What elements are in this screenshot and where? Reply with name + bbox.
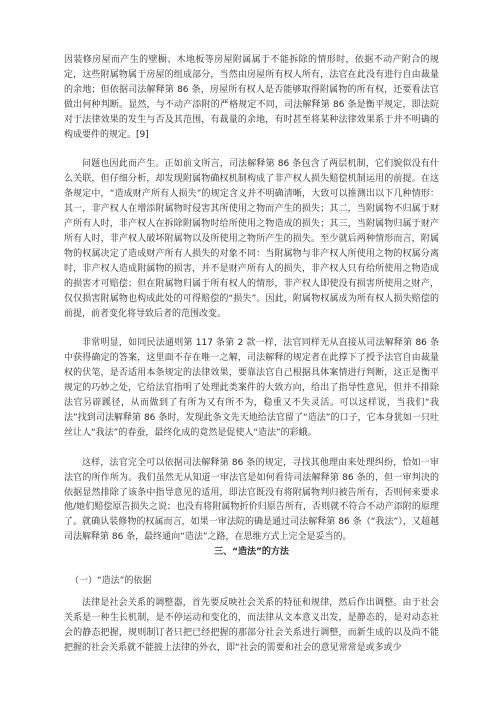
heading-spacer (64, 559, 439, 574)
subsection-heading: （一）“造法”的依据 (70, 576, 152, 587)
paragraph-spacer (64, 321, 439, 336)
paragraph-3: 非常明显，如同民法通则第 117 条第 2 款一样，法官同样无从直接从司法解释第 86 条中获得确定的答案，这里面不存在唯一之解，司法解释的规定者在此撑下了授予法官自由裁量权的伏笔，是否适用本条规定的法律效果，要靠法官自己根据具体案情进行判断，这正是衡平规定的巧妙之处，它给法官指明了处理此类案件的大致方向，给出了指导性意见，但并不排除法官另辟蹊径，从而做到了有所为又有所不为，稳重又不失灵活。可以这样说，当我们“我法”找到司法解释第 86 条时，发现此条文先天地给法官留了“造法”的口子，它本身犹如一只吐丝让人“我法”的春蚕，最终化成的竟然是促使人“造法”的彩蛾。 (64, 338, 439, 438)
paragraph-2: 问题也因此而产生。正如前文所言，司法解释第 86 条包含了两层机制，它们貌似没有什么关联，但仔细分析，却发现附属物确权机制构成了非产权人损失赔偿机制运用的前提。在这条规定中，“造成财产所有人损失”的规定含义并不明确清晰，大致可以推测出以下几种情形：其一，非产权人在增添附属物时侵害其所使用之物而产生的损失；其二，当附属物不归属于财产所有人时，非产权人在拆除附属物时给所使用之物造成的损失；其三，当附属物归属于财产所有人时，非产权人破坏附属物以及所使用之物所产生的损失。至少就后两种情形而言，附属物的权属决定了造成财产所有人损失的对象不同：当附属物与非产权人所使用之物的权属分离时，非产权人造成附属物的损害，并不是财产所有人的损失，非产权人只有给所使用之物造成的损害才可赔偿；但在附属物归属于所有权人的情形，非产权人即使没有损害所使用之财产，仅仅损害附属物也构成此处的可得赔偿的“损失”。因此，附属物权属成为所有权人损失赔偿的前提，前者变化将导致后者的范围改变。 (64, 159, 439, 319)
paragraph-spacer (64, 142, 439, 157)
paragraph-4: 这样，法官完全可以依据司法解释第 86 条的规定，寻找其他理由来处理纠纷，恰如一审法官的所作所为。我们虽然无从知道一审法官是如何看待司法解释第 86 条的，但一审判决的依据显然排除了该条中指导意见的适用，即法官既没有将附属物判归被告所有，否则何来要求他/她们赔偿原告损失之说；也没有将附属物折价归原告所有，否则就不符合不动产添附的原理了。就确认装修物的权属而言，如果一审法院的确是通过司法解释第 86 条（“我法”），又超越司法解释第 86 条，最终通向“造法”之路，在思维方式上完全是妥当的。 (64, 457, 439, 543)
paragraph-5: 法律是社会关系的调整器，首先要反映社会关系的特征和规律，然后作出调整。由于社会关系是一种生长机制，是不停运动和变化的，而法律从文本意义出发，是静态的，是对动态社会的静态把握，规则制订者只把已经把握的那部分社会关系进行调整，而新生成的以及尚不能把握的社会关系就不能披上法律的外衣，即“社会的需要和社会的意见常常是或多或少 (64, 598, 439, 653)
paragraph-spacer (64, 441, 439, 456)
section-heading: 三、“造法”的方法 (214, 547, 289, 558)
paragraph-1: 因装修房屋而产生的壁橱、木地板等房屋附属属于不能拆除的情形时，依据不动产附合的规定，这些附属物属于房屋的组成部分，当然由房屋所有权人所有，法官在此没有进行自由裁量的余地；但依据司法解释第 86 条，房屋所有权人是否能够取得附属物的所有权，还要看法官做出何种判断。显然，与不动产添附的严格规定不同，司法解释第 86 条是衡平规定，即法院对于法律效果的发生与否及其范围，有裁量的余地，有时甚至将某种法律效果系于并不明确的构成要件的规定。[9] (64, 55, 439, 140)
subsection-spacer (64, 588, 439, 596)
